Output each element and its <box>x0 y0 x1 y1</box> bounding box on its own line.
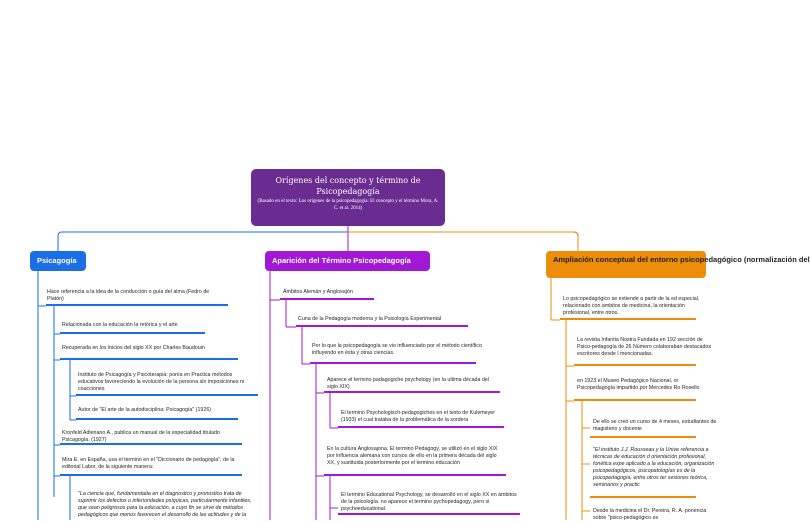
aparicion-node-cuna[interactable]: Cuna de la Pedagogía moderna y la Psicología Experimental <box>298 316 442 322</box>
aparicion-node-pedagogy[interactable]: En la cultura Anglosajona, El termino Pedagogy, se utilizó en el siglo XIX por influencia alemana con cursos de ello en la primera década del siglo XX, y sustituida posteriormente por el termino educación <box>327 446 498 466</box>
psicagogia-node-baudouin[interactable]: Recuperada en los inicios del siglo XX por Charles Baudouin <box>62 345 205 351</box>
ampliacion-node-curso[interactable]: De ello se creó un curso de 4 meses, estudiantes de magisterio y docente <box>593 419 717 432</box>
psicagogia-node-autodisciplina[interactable]: Autor de "El arte de la autodisciplina: Psicagogía" (1926) <box>78 407 212 413</box>
ampliacion-node-educacion-especial[interactable]: Lo psicopedagógico se extiende a partir de la ed especial, relacionado con ambitos de medicina, la orientación profesional, entre otros. <box>563 296 700 316</box>
ampliacion-node-rousseau[interactable]: "El instituto J.J. Rousseau y la Unive referencia a técnicas de educación d orientación profesional, fonética expe aplicado a la educación, organización psicopedagógicos, psicopatologías es de la psicopedagogía, entre otros ter sesiones teórica, seminarios y practic <box>593 447 715 488</box>
psicagogia-node-fedro[interactable]: Hace referencia a la idea de la conducción o guía del alma (Fedro de Platón) <box>47 289 210 302</box>
psicagogia-node-mira[interactable]: Mira E. en España, usa el termino en el "Diccionario de pedagogía", de la editorial Labor, de la siguiente manera: <box>62 457 235 470</box>
psicagogia-node-definicion[interactable]: "La ciencia que, fundamentada en el diagnostico y pronostico trata de suprimir los defectos o inferioridades psíquicas, particularmente infantiles, que sean peligrosos para la educación, a cuyo fin se sirve de métodos pedagógicos que menos favorecen el desarrollo de las actitudes y de la <box>78 491 252 518</box>
psicagogia-node-kronfeld[interactable]: Kronfeld Adleriano A., publica un manual de la especialidad titulado Psicagogía. (1927) <box>62 430 220 443</box>
aparicion-node-educational-psychology[interactable]: El termino Educational Psychology, se desarrolló en el siglo XX en ámbitos de la psicología. no aparece el termino pychopedagogy, pero si psychoeducational. <box>341 492 517 512</box>
ampliacion-node-museo-pedagogico[interactable]: en 1923 el Museo Pedagógico Nacional, or Psicopedagogía impartido por Mercedes Ro Rosello <box>577 378 700 391</box>
ampliacion-node-pereira[interactable]: Desde la medicina el Dr. Pereira, R. A. ponencia sobre "psico-pedagógico es <box>593 508 707 521</box>
psicagogia-node-retorica[interactable]: Relacionada con la educación la retórica y el arte <box>62 322 178 328</box>
central-topic-subtitle: (Basado en el texto: Los orígenes de la psicopedagogía: El concepto y el término Mora, A. C. et al. 2014) <box>257 199 439 211</box>
central-topic[interactable] <box>251 169 445 226</box>
branch-ampliacion-conceptual[interactable]: Ampliación conceptual del entorno psicopedagógico (normalización del <box>546 251 706 278</box>
aparicion-node-metodo-cientifico[interactable]: Por lo que la psicopedagogía se vio influenciado por el método científico influyendo en ésta y otras ciencias. <box>312 343 482 356</box>
aparicion-node-padagogiche[interactable]: Aparece el termino padagogiche psychology (en la ultima década del siglo XIX) <box>327 377 489 390</box>
ampliacion-node-infantia-nostra[interactable]: La revista Infantia Nostra Fundada en 192 sección de Psico-pedagogía de 26 Número colaboraban destacados escritores desde l mencionadas. <box>577 337 711 357</box>
branch-psicagogia[interactable]: Psicagogía <box>30 251 86 271</box>
aparicion-node-ambitos[interactable]: Ámbitos Alemán y Anglosajón <box>283 289 353 295</box>
central-topic-title: Orígenes del concepto y término de Psicopedagogía <box>275 176 421 196</box>
psicagogia-node-instituto[interactable]: Instituto de Psicagogía y Psicoterapia: ponía en Practica métodos educativos favoreciendo la evolución de la persona sin imposiciones ni coacciones <box>78 372 245 392</box>
branch-aparicion-termino[interactable]: Aparición del Término Psicopedagogía <box>265 251 430 271</box>
aparicion-node-kulemeyer[interactable]: El termino Psychologisch-pedagogiches en el texto de Kulemeyer (1933) el cual trataba de la problemática de la sordera <box>341 410 495 423</box>
